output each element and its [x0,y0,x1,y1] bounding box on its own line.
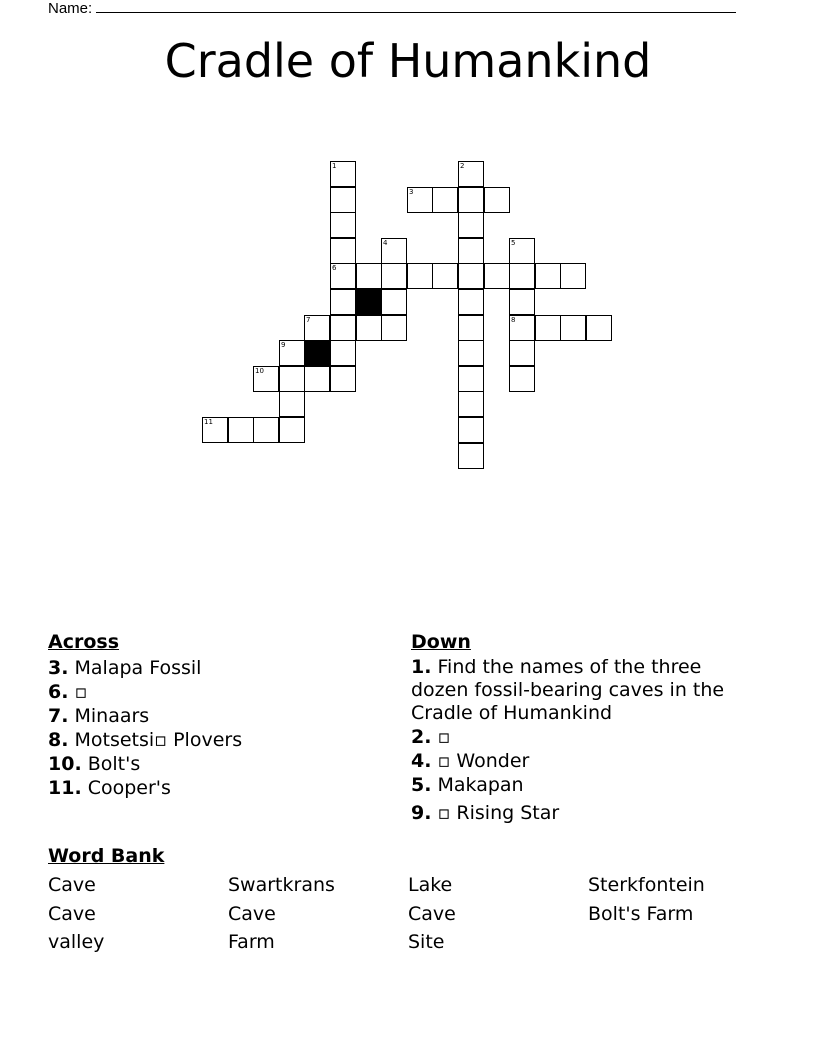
across-clues [48,630,378,800]
grid-cell[interactable] [330,289,356,315]
grid-cell[interactable] [458,238,484,264]
down-heading: Down [411,631,471,653]
down-clue: 1. Find the names of the three dozen fossil-bearing caves in the Cradle of Humankind [411,656,725,724]
grid-cell[interactable] [279,417,305,443]
grid-cell[interactable] [407,263,433,289]
across-clue: 7. Minaars [48,705,150,727]
grid-block [356,289,382,315]
grid-cell[interactable] [432,263,458,289]
clue-number: 4 [383,239,388,247]
grid-cell[interactable] [484,263,510,289]
crossword-grid [0,0,816,520]
grid-cell[interactable] [509,366,535,392]
clue-number: 8 [511,316,516,324]
down-clue: 2. ▫ [411,726,451,748]
grid-cell[interactable] [330,238,356,264]
across-clue: 3. Malapa Fossil [48,657,202,679]
word-bank-word: Swartkrans [228,874,335,896]
grid-cell[interactable] [458,366,484,392]
clue-number: 9 [281,341,286,349]
word-bank-word: Site [408,931,445,953]
grid-cell[interactable] [535,263,561,289]
grid-cell[interactable] [330,340,356,366]
grid-cell[interactable] [330,366,356,392]
clue-number: 6 [332,264,337,272]
grid-cell[interactable] [356,315,382,341]
clue-number: 1 [332,162,337,170]
grid-cell[interactable] [279,391,305,417]
clue-number: 7 [306,316,311,324]
down-clues [411,630,761,825]
grid-cell[interactable] [381,263,407,289]
across-clue: 11. Cooper's [48,777,171,799]
grid-cell[interactable] [509,263,535,289]
grid-cell[interactable] [228,417,254,443]
grid-cell[interactable] [356,263,382,289]
word-bank-word: Cave [48,903,96,925]
word-bank-word: Bolt's Farm [588,903,694,925]
grid-cell[interactable] [509,340,535,366]
word-bank-word: valley [48,931,105,953]
grid-cell[interactable] [279,366,305,392]
grid-cell[interactable] [330,187,356,213]
grid-cell[interactable] [432,187,458,213]
grid-cell[interactable] [458,315,484,341]
across-clue: 10. Bolt's [48,753,141,775]
across-clue: 6. ▫ [48,681,88,703]
word-bank-word: Cave [408,903,456,925]
across-clue: 8. Motsetsi▫ Plovers [48,729,243,751]
word-bank-word: Farm [228,931,275,953]
grid-cell[interactable] [381,289,407,315]
grid-cell[interactable] [560,315,586,341]
name-label: Name: [48,0,93,17]
grid-cell[interactable] [381,315,407,341]
grid-cell[interactable] [458,212,484,238]
grid-cell[interactable] [560,263,586,289]
grid-cell[interactable] [330,212,356,238]
clue-number: 3 [409,188,414,196]
grid-cell[interactable] [458,443,484,469]
grid-cell[interactable] [458,391,484,417]
word-bank-word: Lake [408,874,453,896]
page-title: Cradle of Humankind [164,34,652,88]
grid-cell[interactable] [509,289,535,315]
grid-cell[interactable] [458,289,484,315]
clue-number: 11 [204,418,213,426]
down-clue: 4. ▫ Wonder [411,750,530,772]
clue-number: 5 [511,239,516,247]
word-bank-word: Cave [48,874,96,896]
grid-cell[interactable] [535,315,561,341]
grid-cell[interactable] [458,340,484,366]
grid-cell[interactable] [253,417,279,443]
grid-cell[interactable] [458,187,484,213]
grid-cell[interactable] [458,417,484,443]
grid-cell[interactable] [330,315,356,341]
clue-number: 2 [460,162,465,170]
down-clue: 9. ▫ Rising Star [411,802,560,824]
grid-block [304,340,330,366]
grid-cell[interactable] [458,263,484,289]
across-heading: Across [48,631,120,653]
grid-cell[interactable] [484,187,510,213]
clue-number: 10 [255,367,264,375]
grid-cell[interactable] [586,315,612,341]
word-bank-word: Sterkfontein [588,874,705,896]
word-bank-heading: Word Bank [48,845,165,867]
word-bank-word: Cave [228,903,276,925]
grid-cell[interactable] [304,366,330,392]
down-clue: 5. Makapan [411,774,524,796]
